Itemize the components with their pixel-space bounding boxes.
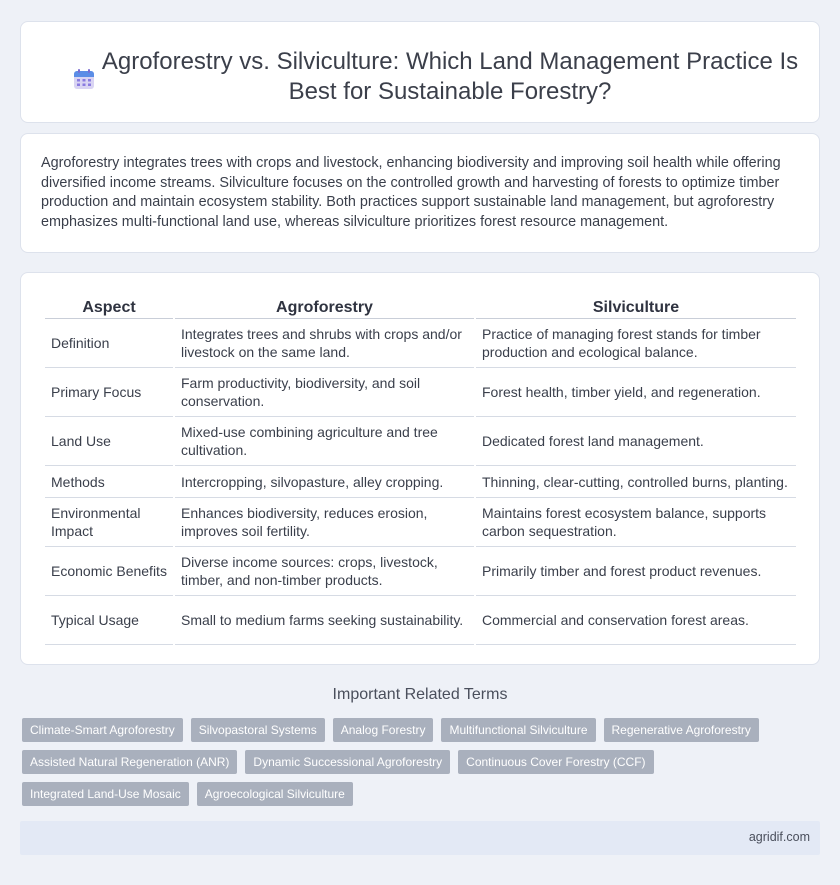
comparison-card xyxy=(20,272,820,665)
table-row xyxy=(45,596,796,645)
page-title: Agroforestry vs. Silviculture: Which Land Management Practice Is Best for Sustainable Forestry? xyxy=(101,48,799,105)
related-term-tag[interactable]: Analog Forestry xyxy=(333,718,434,742)
silviculture-cell: Forest health, timber yield, and regeneration. xyxy=(476,368,796,417)
agroforestry-cell: Integrates trees and shrubs with crops and/or livestock on the same land. xyxy=(175,319,474,368)
aspect-cell: Land Use xyxy=(45,417,173,466)
related-term-tag[interactable]: Continuous Cover Forestry (CCF) xyxy=(458,750,653,774)
column-header-aspect: Aspect xyxy=(45,293,173,319)
related-term-tag[interactable]: Regenerative Agroforestry xyxy=(604,718,759,742)
silviculture-cell: Primarily timber and forest product revenues. xyxy=(476,547,796,596)
silviculture-cell: Dedicated forest land management. xyxy=(476,417,796,466)
aspect-cell: Methods xyxy=(45,466,173,498)
comparison-table xyxy=(43,293,798,645)
related-terms-heading: Important Related Terms xyxy=(332,686,508,703)
silviculture-cell: Thinning, clear-cutting, controlled burns, planting. xyxy=(476,466,796,498)
table-row xyxy=(45,498,796,547)
agroforestry-cell: Farm productivity, biodiversity, and soil conservation. xyxy=(175,368,474,417)
table-row xyxy=(45,547,796,596)
related-term-tag[interactable]: Agroecological Silviculture xyxy=(197,782,353,806)
agroforestry-cell: Enhances biodiversity, reduces erosion, improves soil fertility. xyxy=(175,498,474,547)
column-header-agroforestry: Agroforestry xyxy=(175,293,474,319)
related-term-tag[interactable]: Assisted Natural Regeneration (ANR) xyxy=(22,750,237,774)
agroforestry-cell: Mixed-use combining agriculture and tree cultivation. xyxy=(175,417,474,466)
aspect-cell: Primary Focus xyxy=(45,368,173,417)
related-term-tag[interactable]: Silvopastoral Systems xyxy=(191,718,325,742)
intro-card xyxy=(20,133,820,253)
intro-paragraph: Agroforestry integrates trees with crops and livestock, enhancing biodiversity and improving soil health while offering diversified income streams. Silviculture focuses on the controlled growth and harvesting of forests to optimize timber production and maintain ecosystem stability. Both practices support sustainable land management, but agroforestry emphasizes multi-functional land use, whereas silviculture prioritizes forest resource management. xyxy=(41,155,781,230)
title-card xyxy=(20,21,820,123)
agroforestry-cell: Intercropping, silvopasture, alley cropping. xyxy=(175,466,474,498)
footer xyxy=(20,821,820,855)
silviculture-cell: Maintains forest ecosystem balance, supports carbon sequestration. xyxy=(476,498,796,547)
table-header-row xyxy=(45,293,796,319)
silviculture-cell: Practice of managing forest stands for timber production and ecological balance. xyxy=(476,319,796,368)
agroforestry-cell: Diverse income sources: crops, livestock, timber, and non-timber products. xyxy=(175,547,474,596)
table-row xyxy=(45,466,796,498)
silviculture-cell: Commercial and conservation forest areas. xyxy=(476,596,796,645)
related-terms-list xyxy=(22,718,822,814)
aspect-cell: Definition xyxy=(45,319,173,368)
related-term-tag[interactable]: Multifunctional Silviculture xyxy=(441,718,595,742)
aspect-cell: Economic Benefits xyxy=(45,547,173,596)
aspect-cell: Environmental Impact xyxy=(45,498,173,547)
agroforestry-cell: Small to medium farms seeking sustainability. xyxy=(175,596,474,645)
related-term-tag[interactable]: Dynamic Successional Agroforestry xyxy=(245,750,450,774)
footer-site-link[interactable]: agridif.com xyxy=(748,830,810,844)
aspect-cell: Typical Usage xyxy=(45,596,173,645)
related-term-tag[interactable]: Integrated Land-Use Mosaic xyxy=(22,782,189,806)
column-header-silviculture: Silviculture xyxy=(476,293,796,319)
table-row xyxy=(45,368,796,417)
table-row xyxy=(45,319,796,368)
table-row xyxy=(45,417,796,466)
related-term-tag[interactable]: Climate-Smart Agroforestry xyxy=(22,718,183,742)
